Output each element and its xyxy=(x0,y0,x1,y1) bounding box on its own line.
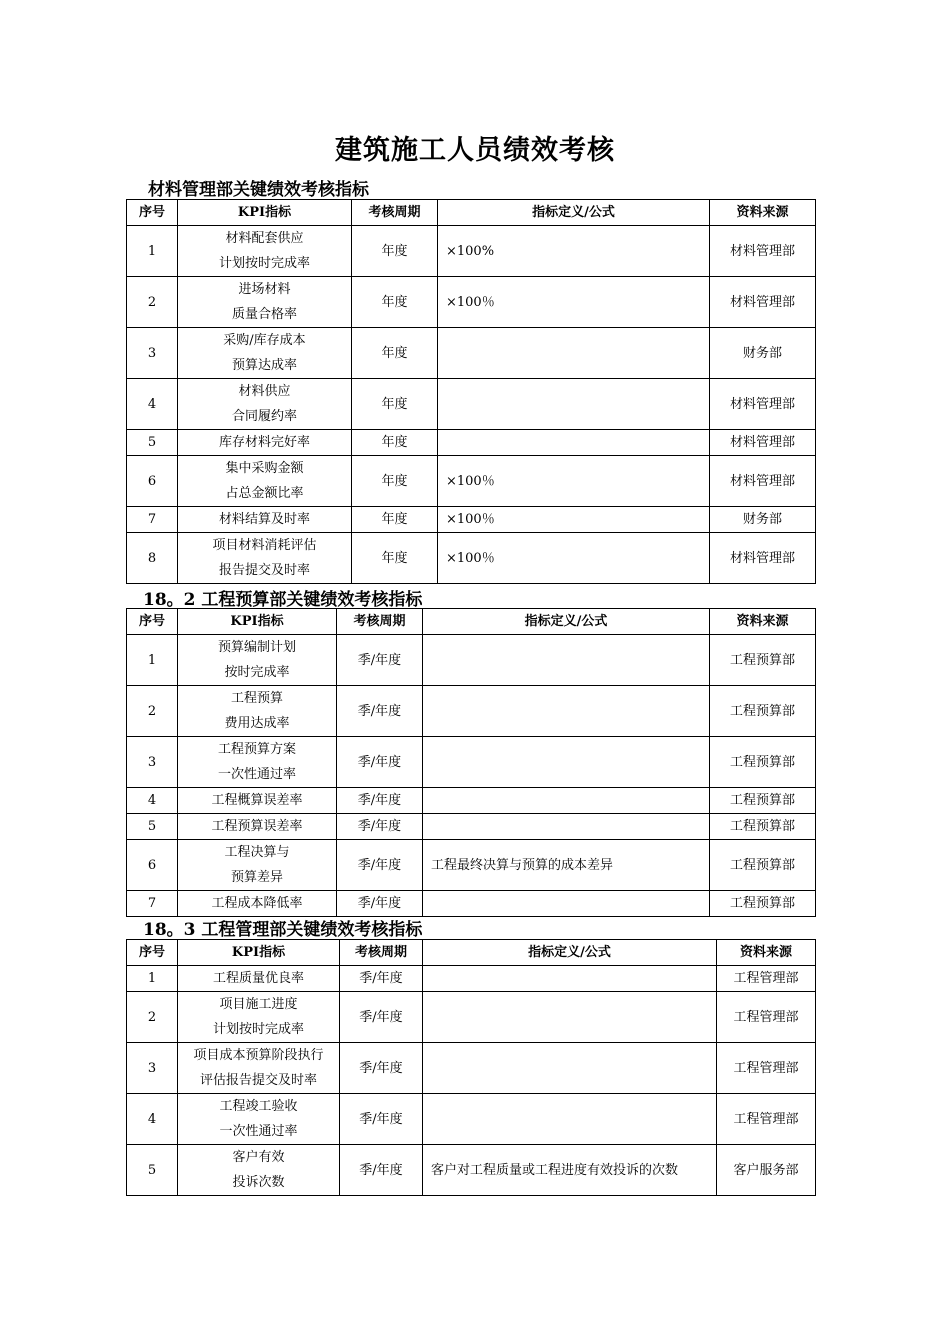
cell-definition: ×100％ xyxy=(438,456,710,507)
table-row xyxy=(127,1145,816,1196)
kpi-line: 工程成本降低率 xyxy=(211,896,303,911)
cell-no: 7 xyxy=(127,891,178,917)
cell-period: 季/年度 xyxy=(337,686,423,737)
kpi-line: 合同履约率 xyxy=(231,409,297,424)
cell-kpi xyxy=(178,891,337,917)
table-header-row xyxy=(127,200,816,226)
kpi-table-materials xyxy=(126,199,816,584)
cell-kpi xyxy=(178,992,340,1043)
cell-no: 4 xyxy=(127,1094,178,1145)
cell-definition xyxy=(423,1094,717,1145)
table-row xyxy=(127,277,816,328)
cell-source: 材料管理部 xyxy=(710,226,816,277)
table-row xyxy=(127,379,816,430)
cell-kpi xyxy=(178,788,337,814)
cell-period: 季/年度 xyxy=(337,788,423,814)
kpi-line: 进场材料 xyxy=(238,282,291,297)
header-no: 序号 xyxy=(127,940,178,966)
kpi-line: 材料配套供应 xyxy=(225,231,304,246)
cell-source: 工程预算部 xyxy=(710,737,816,788)
cell-source: 财务部 xyxy=(710,507,816,533)
kpi-line: 一次性通过率 xyxy=(219,1124,298,1139)
cell-definition: ×100％ xyxy=(438,507,710,533)
kpi-line: 工程决算与 xyxy=(224,845,290,860)
cell-source: 工程预算部 xyxy=(710,686,816,737)
cell-kpi xyxy=(178,379,352,430)
table-row xyxy=(127,686,816,737)
kpi-line: 采购/库存成本 xyxy=(223,333,306,348)
table-header-row xyxy=(127,609,816,635)
cell-kpi xyxy=(178,737,337,788)
cell-no: 5 xyxy=(127,1145,178,1196)
cell-period: 季/年度 xyxy=(337,891,423,917)
cell-period: 季/年度 xyxy=(340,1043,423,1094)
cell-source: 工程预算部 xyxy=(710,840,816,891)
cell-source: 材料管理部 xyxy=(710,277,816,328)
kpi-line: 客户有效 xyxy=(232,1150,285,1165)
cell-source: 工程预算部 xyxy=(710,814,816,840)
kpi-line: 工程预算 xyxy=(230,691,283,706)
cell-kpi xyxy=(178,456,352,507)
cell-no: 1 xyxy=(127,226,178,277)
table-row xyxy=(127,814,816,840)
table-row xyxy=(127,992,816,1043)
table-row xyxy=(127,226,816,277)
kpi-line: 一次性通过率 xyxy=(217,767,296,782)
cell-no: 4 xyxy=(127,379,178,430)
header-source: 资料来源 xyxy=(717,940,816,966)
header-no: 序号 xyxy=(127,609,178,635)
header-source: 资料来源 xyxy=(710,609,816,635)
kpi-line: 预算差异 xyxy=(230,870,283,885)
cell-period: 季/年度 xyxy=(340,966,423,992)
table-row xyxy=(127,1043,816,1094)
header-kpi: KPI指标 xyxy=(178,609,337,635)
table-header-row xyxy=(127,940,816,966)
header-period: 考核周期 xyxy=(352,200,438,226)
cell-definition xyxy=(438,328,710,379)
cell-kpi xyxy=(178,430,352,456)
cell-definition xyxy=(423,1043,717,1094)
cell-no: 4 xyxy=(127,788,178,814)
cell-period: 年度 xyxy=(352,430,438,456)
cell-source: 材料管理部 xyxy=(710,533,816,584)
cell-kpi xyxy=(178,277,352,328)
cell-definition xyxy=(438,379,710,430)
kpi-line: 工程预算误差率 xyxy=(211,819,303,834)
cell-kpi xyxy=(178,1043,340,1094)
section-heading-budget: 18。2 工程预算部关键绩效考核指标 xyxy=(143,590,423,610)
cell-no: 7 xyxy=(127,507,178,533)
kpi-line: 集中采购金额 xyxy=(225,461,304,476)
cell-period: 年度 xyxy=(352,533,438,584)
cell-source: 工程预算部 xyxy=(710,788,816,814)
kpi-line: 项目材料消耗评估 xyxy=(212,538,317,553)
cell-source: 客户服务部 xyxy=(717,1145,816,1196)
kpi-table-budget xyxy=(126,608,816,917)
cell-period: 季/年度 xyxy=(340,992,423,1043)
table-row xyxy=(127,966,816,992)
cell-definition: ×100% xyxy=(438,226,710,277)
cell-source: 工程管理部 xyxy=(717,1094,816,1145)
kpi-line: 工程竣工验收 xyxy=(219,1099,298,1114)
cell-kpi xyxy=(178,226,352,277)
table-row xyxy=(127,635,816,686)
cell-source: 材料管理部 xyxy=(710,430,816,456)
kpi-line: 报告提交及时率 xyxy=(218,563,310,578)
cell-no: 2 xyxy=(127,277,178,328)
cell-definition: 工程最终决算与预算的成本差异 xyxy=(423,840,710,891)
kpi-line: 投诉次数 xyxy=(232,1175,285,1190)
cell-no: 3 xyxy=(127,328,178,379)
cell-no: 2 xyxy=(127,686,178,737)
cell-definition xyxy=(423,966,717,992)
header-kpi: KPI指标 xyxy=(178,940,340,966)
header-definition: 指标定义/公式 xyxy=(423,940,717,966)
cell-source: 工程管理部 xyxy=(717,966,816,992)
kpi-line: 计划按时完成率 xyxy=(218,256,310,271)
cell-period: 季/年度 xyxy=(337,840,423,891)
cell-definition xyxy=(423,788,710,814)
cell-period: 季/年度 xyxy=(337,814,423,840)
kpi-line: 工程预算方案 xyxy=(217,742,296,757)
cell-kpi xyxy=(178,507,352,533)
cell-period: 年度 xyxy=(352,507,438,533)
kpi-line: 项目成本预算阶段执行 xyxy=(193,1048,324,1063)
document-title: 建筑施工人员绩效考核 xyxy=(335,135,615,166)
cell-source: 财务部 xyxy=(710,328,816,379)
cell-kpi xyxy=(178,1145,340,1196)
cell-kpi xyxy=(178,328,352,379)
cell-definition xyxy=(423,737,710,788)
cell-period: 年度 xyxy=(352,456,438,507)
cell-no: 6 xyxy=(127,840,178,891)
header-kpi: KPI指标 xyxy=(178,200,352,226)
kpi-line: 库存材料完好率 xyxy=(218,435,310,450)
kpi-line: 材料供应 xyxy=(238,384,291,399)
cell-no: 5 xyxy=(127,430,178,456)
cell-no: 3 xyxy=(127,1043,178,1094)
cell-period: 季/年度 xyxy=(337,635,423,686)
kpi-line: 工程质量优良率 xyxy=(212,971,304,986)
section-heading-materials: 材料管理部关键绩效考核指标 xyxy=(148,180,369,200)
cell-period: 年度 xyxy=(352,328,438,379)
kpi-line: 费用达成率 xyxy=(224,716,290,731)
cell-definition xyxy=(423,814,710,840)
cell-no: 6 xyxy=(127,456,178,507)
cell-source: 材料管理部 xyxy=(710,379,816,430)
table-row xyxy=(127,430,816,456)
kpi-line: 质量合格率 xyxy=(231,307,297,322)
table-row xyxy=(127,507,816,533)
header-period: 考核周期 xyxy=(340,940,423,966)
cell-no: 3 xyxy=(127,737,178,788)
cell-definition: 客户对工程质量或工程进度有效投诉的次数 xyxy=(423,1145,717,1196)
cell-period: 年度 xyxy=(352,226,438,277)
kpi-line: 评估报告提交及时率 xyxy=(199,1073,317,1088)
table-row xyxy=(127,1094,816,1145)
cell-kpi xyxy=(178,686,337,737)
table-row xyxy=(127,788,816,814)
cell-no: 1 xyxy=(127,635,178,686)
kpi-line: 预算达成率 xyxy=(231,358,297,373)
cell-definition: ×100％ xyxy=(438,533,710,584)
header-source: 资料来源 xyxy=(710,200,816,226)
header-period: 考核周期 xyxy=(337,609,423,635)
kpi-line: 预算编制计划 xyxy=(217,640,296,655)
cell-no: 1 xyxy=(127,966,178,992)
cell-definition xyxy=(423,686,710,737)
kpi-line: 工程概算误差率 xyxy=(211,793,303,808)
cell-period: 年度 xyxy=(352,379,438,430)
table-row xyxy=(127,328,816,379)
cell-no: 5 xyxy=(127,814,178,840)
cell-no: 8 xyxy=(127,533,178,584)
cell-kpi xyxy=(178,635,337,686)
cell-period: 季/年度 xyxy=(340,1094,423,1145)
section-heading-engineering: 18。3 工程管理部关键绩效考核指标 xyxy=(143,920,423,940)
cell-source: 材料管理部 xyxy=(710,456,816,507)
table-row xyxy=(127,891,816,917)
kpi-line: 按时完成率 xyxy=(224,665,290,680)
kpi-table-engineering xyxy=(126,939,816,1196)
cell-definition xyxy=(438,430,710,456)
cell-kpi xyxy=(178,533,352,584)
table-row xyxy=(127,737,816,788)
kpi-line: 材料结算及时率 xyxy=(218,512,310,527)
header-definition: 指标定义/公式 xyxy=(438,200,710,226)
cell-period: 季/年度 xyxy=(340,1145,423,1196)
cell-period: 季/年度 xyxy=(337,737,423,788)
header-definition: 指标定义/公式 xyxy=(423,609,710,635)
cell-no: 2 xyxy=(127,992,178,1043)
cell-source: 工程预算部 xyxy=(710,891,816,917)
cell-source: 工程预算部 xyxy=(710,635,816,686)
cell-definition: ×100％ xyxy=(438,277,710,328)
kpi-line: 项目施工进度 xyxy=(219,997,298,1012)
cell-kpi xyxy=(178,1094,340,1145)
table-row xyxy=(127,533,816,584)
cell-definition xyxy=(423,891,710,917)
cell-period: 年度 xyxy=(352,277,438,328)
cell-definition xyxy=(423,992,717,1043)
table-row xyxy=(127,456,816,507)
cell-source: 工程管理部 xyxy=(717,1043,816,1094)
kpi-line: 占总金额比率 xyxy=(225,486,304,501)
cell-definition xyxy=(423,635,710,686)
cell-kpi xyxy=(178,840,337,891)
header-no: 序号 xyxy=(127,200,178,226)
cell-kpi xyxy=(178,966,340,992)
table-row xyxy=(127,840,816,891)
cell-source: 工程管理部 xyxy=(717,992,816,1043)
cell-kpi xyxy=(178,814,337,840)
kpi-line: 计划按时完成率 xyxy=(212,1022,304,1037)
